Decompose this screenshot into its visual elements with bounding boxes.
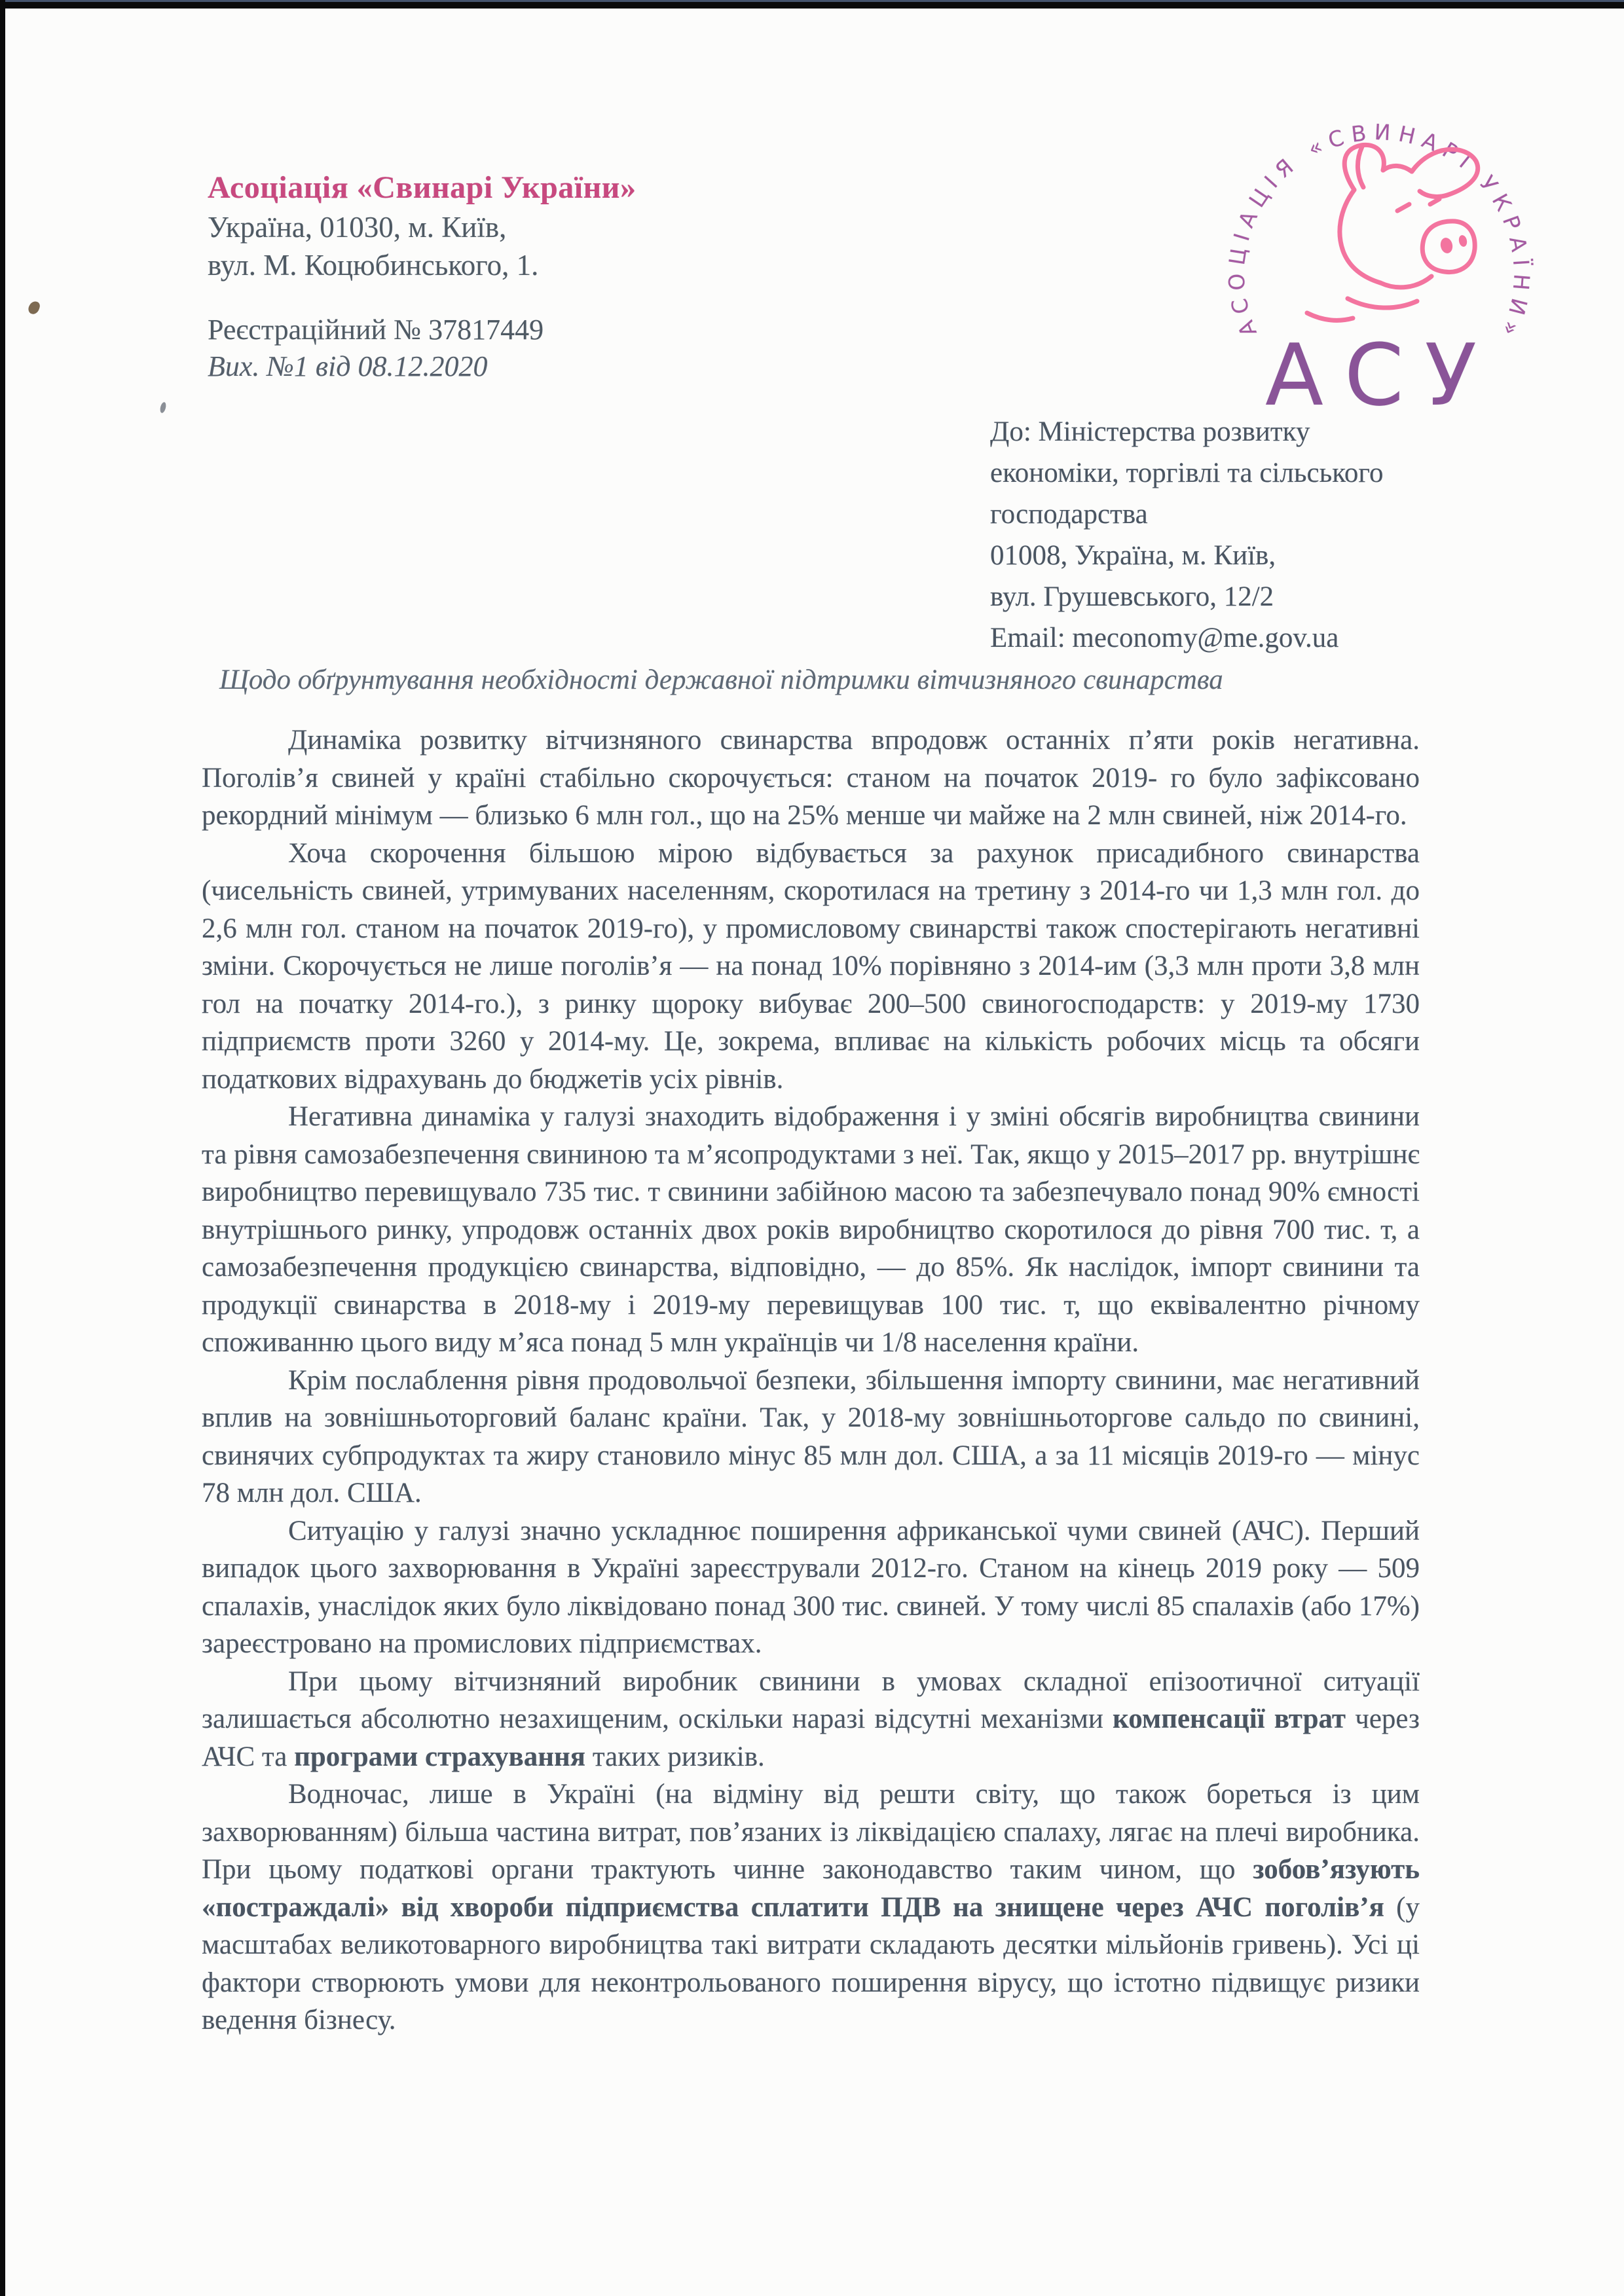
pig-head-icon <box>1307 145 1478 320</box>
body-text-bold: зобов’язують «постраждалі» від хвороби підприємства сплатити ПДВ на знищене через АЧС поголів’я <box>202 1854 1420 1923</box>
body-text: Ситуацію у галузі значно ускладнює поширення африканської чуми свиней (АЧС). Перший випадок цього захворювання в Україні зареєстрували 2012-го. Станом на кінець 2019 року — 509 спалахів, унаслідок яких було ліквідовано понад 300 тис. свиней. У тому числі 85 спалахів (або 17%) зареєстровано на промислових підприємствах. <box>202 1515 1420 1659</box>
sender-org-name: Асоціація «Свинарі України» <box>208 170 637 205</box>
scan-speck <box>159 401 167 413</box>
body-paragraph <box>202 721 1420 835</box>
recipient-email: Email: meconomy@me.gov.ua <box>990 623 1339 653</box>
association-logo-stamp <box>1223 110 1545 426</box>
recipient-line: економіки, торгівлі та сільського <box>990 458 1384 488</box>
body-text: Водночас, лише в Україні (на відміну від решти світу, що також бореться із цим захворюванням) більша частина витрат, пов’язаних із ліквідацією спалаху, лягає на плечі виробника. При цьому податкові органи трактують чинне законодавство таким чином, що <box>202 1779 1420 1885</box>
body-text: Динаміка розвитку вітчизняного свинарства впродовж останніх п’яти років негативна. Поголів’я свиней у країні стабільно скорочується: станом на початок 2019- го було зафіксовано рекордний мінімум — близько 6 млн гол., що на 25% менше чи майже на 2 млн свиней, ніж 2014-го. <box>202 725 1420 831</box>
letterhead <box>208 168 636 385</box>
recipient-line: вул. Грушевського, 12/2 <box>990 581 1274 612</box>
logo-acronym: АСУ <box>1265 325 1498 425</box>
recipient-line: 01008, Україна, м. Київ, <box>990 540 1276 571</box>
scan-edge-top <box>0 0 1624 9</box>
pig-nostrils-icon <box>1439 234 1468 255</box>
body-paragraph <box>202 1362 1420 1512</box>
body-text: Негативна динаміка у галузі знаходить відображення і у зміні обсягів виробництва свинини та рівня самозабезпечення свининою та м’ясопродуктами з неї. Так, якщо у 2015–2017 рр. внутрішнє виробництво перевищувало 735 тис. т свинини забійною масою та забезпечувало понад 90% ємності внутрішнього ринку, упродовж останніх двох років виробництво скоротилося до рівня 700 тис. т, а самозабезпечення продукцією свинарства, відповідно, — до 85%. Як наслідок, імпорт свинини та продукції свинарства в 2018-му і 2019-му перевищував 100 тис. т, що еквівалентно річному споживанню цього виду м’яса понад 5 млн українців чи 1/8 населення країни. <box>202 1101 1420 1358</box>
body-text: Хоча скорочення більшою мірою відбувається за рахунок присадибного свинарства (чисельність свиней, утримуваних населенням, скоротилася на третину з 2014-го чи 1,3 млн гол. до 2,6 млн гол. станом на початок 2019-го), у промисловому свинарстві також спостерігають негативні зміни. Скорочується не лише поголів’я — на понад 10% порівняно з 2014-им (3,3 млн проти 3,8 млн гол на початку 2014-го.), з ринку щороку вибуває 200–500 свиногосподарств: у 2019-му 1730 підприємств проти 3260 у 2014-му. Це, зокрема, впливає на кількість робочих місць та обсяги податкових відрахувань до бюджетів усіх рівнів. <box>202 837 1420 1095</box>
body-text-bold: компенсації втрат <box>1113 1704 1346 1734</box>
subject-line: Щодо обґрунтування необхідності державної підтримки вітчизняного свинарства <box>219 665 1223 695</box>
body-text: Крім послаблення рівня продовольчої безпеки, збільшення імпорту свинини, має негативний вплив на зовнішньоторговий баланс країни. Так, у 2018-му зовнішньоторгове сальдо по свинині, свинячих субпродуктах та жиру становило мінус 85 млн дол. США, а за 11 місяців 2019-го — мінус 78 млн дол. США. <box>202 1364 1420 1508</box>
scan-speck <box>27 300 41 316</box>
sender-registration-number: Реєстраційний № 37817449 <box>208 314 544 346</box>
sender-outgoing-ref: Вих. №1 від 08.12.2020 <box>208 350 488 382</box>
body-paragraph <box>202 1776 1420 2039</box>
body-paragraph <box>202 1512 1420 1663</box>
recipient-line: господарства <box>990 499 1148 530</box>
body-paragraph <box>202 835 1420 1099</box>
recipient-line: До: Міністерства розвитку <box>990 416 1310 447</box>
logo-arc-text: АСОЦІАЦІЯ «СВИНАРІ УКРАЇНИ» <box>1223 118 1535 347</box>
recipient-block <box>990 411 1383 659</box>
sender-address-line: вул. М. Коцюбинського, 1. <box>208 249 539 282</box>
body <box>202 721 1420 2039</box>
body-paragraph <box>202 1098 1420 1362</box>
body-text: таких ризиків. <box>585 1741 765 1772</box>
body-text-bold: програми страхування <box>294 1741 586 1772</box>
body-text: При цьому вітчизняний виробник свинини в умовах складної епізоотичної ситуації залишається абсолютно незахищеним, оскільки наразі відсутні механізми <box>202 1666 1420 1734</box>
body-paragraph <box>202 1663 1420 1776</box>
body-text: через АЧС та <box>202 1704 1420 1772</box>
body-text: (у масштабах великотоварного виробництва такі витрати складають десятки мільйонів гривень). Усі ці фактори створюють умови для неконтрольованого поширення вірусу, що істотно підвищує ризики ведення бізнесу. <box>202 1891 1420 2035</box>
sender-address-line: Україна, 01030, м. Київ, <box>208 211 507 244</box>
scan-edge-left <box>0 0 5 2296</box>
